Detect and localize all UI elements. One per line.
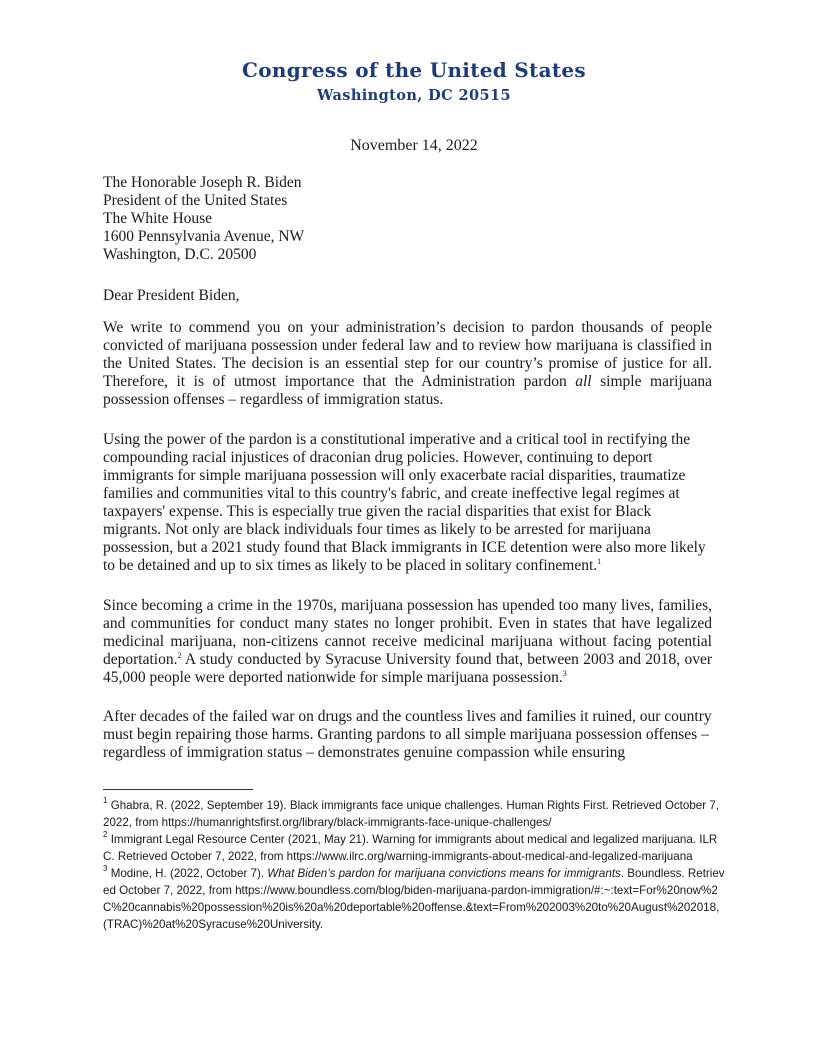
footnote-2	[103, 831, 728, 865]
paragraph-2-text: Using the power of the pardon is a constitutional imperative and a critical tool in rectifying the compounding racial injustices of draconian drug policies. However, continuing to deport immigrants for simple marijuana possession will only exacerbate racial disparities, traumatize families and communities vital to this country's fabric, and create ineffective legal regimes at taxpayers' expense. This is especially true given the racial disparities that exist for Black migrants. Not only are black individuals four times as likely to be arrested for marijuana possession, but a 2021 study found that Black immigrants in ICE detention were also more likely to be detained and up to six times as likely to be placed in solitary confinement.	[103, 431, 706, 574]
recipient-address	[103, 174, 304, 264]
footnote-number: 3	[103, 864, 108, 873]
footnote-text: . Boundless. Retrieved October 7, 2022, from https://www.boundless.com/blog/biden-marijuana-pardon-immigration/#:~:text=For%20now%2C%20cannabis%20possession%20is%20a%20deportable%20offense.&text=From%202003%20to%20August%202018,(TRAC)%20at%20Syracuse%20University.	[103, 867, 725, 931]
letterhead-subtitle: Washington, DC 20515	[317, 87, 511, 104]
paragraph-3	[103, 597, 712, 687]
footnote-3	[103, 865, 728, 933]
recipient-line: The Honorable Joseph R. Biden	[103, 174, 302, 191]
footnote-divider	[103, 789, 253, 790]
footnote-ref-2: 2	[177, 651, 182, 660]
footnote-text: Modine, H. (2022, October 7).	[110, 867, 268, 880]
footnotes	[103, 797, 728, 933]
footnote-ref-3: 3	[562, 669, 567, 678]
footnote-number: 1	[103, 796, 108, 805]
footnote-1	[103, 797, 728, 831]
paragraph-1-text-a: We write to commend you on your administration’s decision to pardon thousands of people convicted of marijuana possession under federal law and to review how marijuana is classified in the United States. The decision is an essential step for our country’s promise of justice for all. Therefore, it is of utmost importance that the Administration pardon	[103, 319, 712, 390]
paragraph-2	[103, 431, 712, 575]
paragraph-1-emphasis: all	[575, 373, 592, 390]
paragraph-3-text-a: Since becoming a crime in the 1970s, marijuana possession has upended too many lives, families, and communities for conduct many states no longer prohibit. Even in states that have legalized medicinal marijuana, non-citizens cannot receive medicinal marijuana without facing potential deportation.	[103, 597, 712, 668]
recipient-line: The White House	[103, 210, 213, 227]
recipient-line: President of the United States	[103, 192, 288, 209]
footnote-text: Immigrant Legal Resource Center (2021, May 21). Warning for immigrants about medical and legalized marijuana. ILRC. Retrieved October 7, 2022, from https://www.ilrc.org/warning-immigrants-about-medical-and-legalized-marijuana	[103, 833, 718, 863]
letterhead-title: Congress of the United States	[242, 58, 586, 82]
recipient-line: Washington, D.C. 20500	[103, 246, 257, 263]
footnote-source-title: What Biden’s pardon for marijuana convictions means for immigrants	[267, 867, 621, 880]
paragraph-1-text-b: simple marijuana possession offenses – regardless of immigration status.	[103, 373, 712, 408]
footnote-text: Ghabra, R. (2022, September 19). Black immigrants face unique challenges. Human Rights First. Retrieved October 7, 2022, from https://humanrightsfirst.org/library/black-immigrants-face-unique-challenges/	[103, 799, 719, 829]
salutation: Dear President Biden,	[103, 287, 240, 304]
footnote-number: 2	[103, 830, 108, 839]
paragraph-4: After decades of the failed war on drugs and the countless lives and families it ruined, our country must begin repairing those harms. Granting pardons to all simple marijuana possession offenses – regardless of immigration status – demonstrates genuine compassion while ensuring	[103, 708, 712, 761]
recipient-line: 1600 Pennsylvania Avenue, NW	[103, 228, 305, 245]
letter-date: November 14, 2022	[350, 137, 478, 154]
paragraph-1	[103, 319, 712, 409]
footnote-ref-1: 1	[597, 557, 602, 566]
paragraph-3-text-b: A study conducted by Syracuse University found that, between 2003 and 2018, over 45,000 people were deported nationwide for simple marijuana possession.	[103, 651, 712, 686]
